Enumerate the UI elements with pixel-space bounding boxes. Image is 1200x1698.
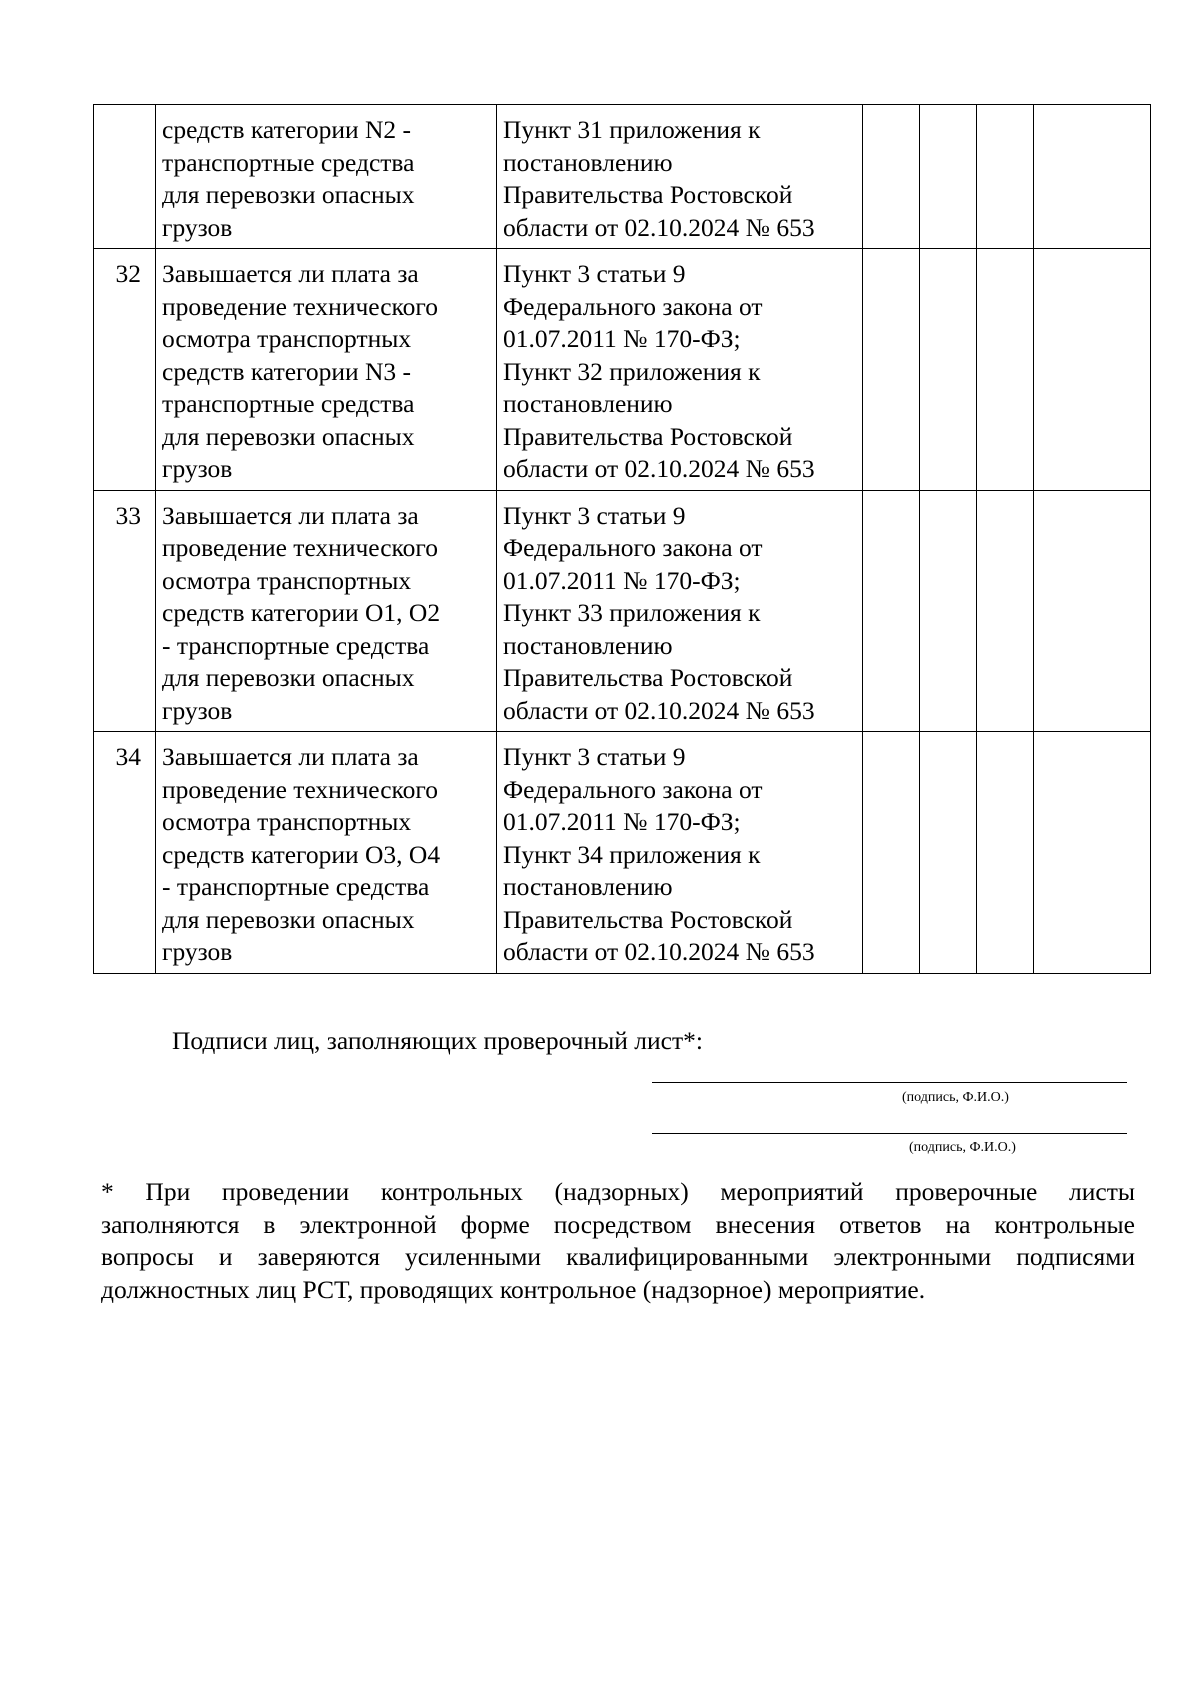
table-row [94, 732, 1151, 974]
answer-cell [920, 249, 977, 491]
signature-line-1 [652, 1082, 1127, 1083]
question-cell [156, 105, 497, 249]
row-number-cell: 34 [94, 732, 156, 974]
reference-line: постановлению [503, 389, 673, 418]
question-line: грузов [162, 212, 233, 242]
reference-line: Пункт 32 приложения к [503, 356, 761, 386]
reference-line: 01.07.2011 № 170-ФЗ; [503, 565, 741, 595]
question-line: проведение технического [162, 291, 438, 321]
question-line: для перевозки опасных [162, 663, 415, 692]
reference-line: 01.07.2011 № 170-ФЗ; [503, 324, 741, 353]
question-line: для перевозки опасных [162, 421, 415, 451]
question-line: осмотра транспортных [162, 807, 412, 836]
reference-line: Пункт 3 статьи 9 [503, 259, 686, 288]
reference-line: области от 02.10.2024 № 653 [503, 212, 815, 242]
answer-cell [920, 732, 977, 974]
signatures-title: Подписи лиц, заполняющих проверочный лист*: [172, 1026, 703, 1055]
reference-line: Федерального закона от [503, 291, 763, 321]
footnote-line: * При проведении контрольных (надзорных) мероприятий проверочные листы [101, 1177, 1135, 1206]
question-line: Завышается ли плата за [162, 259, 419, 288]
answer-cell [1034, 249, 1151, 491]
answer-cell [920, 105, 977, 249]
table-row [94, 105, 1151, 249]
reference-line: Пункт 3 статьи 9 [503, 500, 686, 530]
reference-line: постановлению [503, 147, 673, 177]
signature-line-2 [652, 1133, 1127, 1134]
reference-line: 01.07.2011 № 170-ФЗ; [503, 807, 741, 836]
row-number-cell [94, 105, 156, 249]
reference-line: Правительства Ростовской [503, 663, 793, 692]
reference-line: Пункт 33 приложения к [503, 598, 761, 627]
reference-line: постановлению [503, 630, 673, 660]
table-row [94, 249, 1151, 491]
row-number-cell: 32 [94, 249, 156, 491]
answer-cell [863, 490, 920, 732]
question-line: - транспортные средства [162, 630, 430, 660]
question-line: проведение технического [162, 533, 438, 562]
question-line: грузов [162, 937, 233, 966]
footnote-line: должностных лиц РСТ, проводящих контрольное (надзорное) мероприятие. [101, 1274, 926, 1304]
answer-cell [977, 732, 1034, 974]
question-line: средств категории O3, O4 [162, 839, 441, 869]
answer-cell [977, 249, 1034, 491]
reference-line: Федерального закона от [503, 533, 763, 562]
reference-line: Правительства Ростовской [503, 904, 793, 934]
signature-caption-1: (подпись, Ф.И.О.) [902, 1090, 1009, 1105]
table-row [94, 490, 1151, 732]
reference-cell [497, 732, 863, 974]
answer-cell [863, 105, 920, 249]
answer-cell [863, 732, 920, 974]
footnote-line: заполняются в электронной форме посредством внесения ответов на контрольные [101, 1209, 1135, 1239]
reference-line: области от 02.10.2024 № 653 [503, 695, 815, 725]
reference-line: Пункт 34 приложения к [503, 839, 761, 869]
answer-cell [977, 105, 1034, 249]
question-line: осмотра транспортных [162, 324, 412, 353]
reference-cell [497, 249, 863, 491]
reference-line: области от 02.10.2024 № 653 [503, 454, 815, 483]
answer-cell [1034, 105, 1151, 249]
reference-cell [497, 490, 863, 732]
reference-line: области от 02.10.2024 № 653 [503, 937, 815, 966]
question-line: грузов [162, 695, 233, 725]
question-line: для перевозки опасных [162, 180, 415, 209]
reference-line: Федерального закона от [503, 774, 763, 804]
answer-cell [977, 490, 1034, 732]
reference-cell [497, 105, 863, 249]
question-line: проведение технического [162, 774, 438, 804]
question-line: средств категории O1, O2 [162, 598, 441, 627]
question-line: грузов [162, 454, 233, 483]
question-cell [156, 490, 497, 732]
answer-cell [863, 249, 920, 491]
row-number-cell: 33 [94, 490, 156, 732]
question-cell [156, 732, 497, 974]
reference-line: Пункт 3 статьи 9 [503, 742, 686, 771]
reference-line: Правительства Ростовской [503, 180, 793, 209]
question-line: транспортные средства [162, 389, 415, 418]
reference-line: постановлению [503, 872, 673, 901]
question-line: средств категории N2 - [162, 115, 412, 144]
answer-cell [1034, 732, 1151, 974]
reference-line: Правительства Ростовской [503, 421, 793, 451]
question-line: Завышается ли плата за [162, 500, 419, 530]
table-body [94, 105, 1151, 974]
question-line: Завышается ли плата за [162, 742, 419, 771]
footnote [101, 1176, 1135, 1306]
question-line: осмотра транспортных [162, 565, 412, 595]
answer-cell [920, 490, 977, 732]
question-line: для перевозки опасных [162, 904, 415, 934]
signature-caption-2: (подпись, Ф.И.О.) [909, 1140, 1016, 1155]
footnote-line: вопросы и заверяются усиленными квалифицированными электронными подписями [101, 1242, 1135, 1271]
question-cell [156, 249, 497, 491]
question-line: средств категории N3 - [162, 356, 412, 386]
question-line: транспортные средства [162, 147, 415, 177]
checklist-table [93, 104, 1151, 974]
answer-cell [1034, 490, 1151, 732]
question-line: - транспортные средства [162, 872, 430, 901]
reference-line: Пункт 31 приложения к [503, 115, 761, 144]
